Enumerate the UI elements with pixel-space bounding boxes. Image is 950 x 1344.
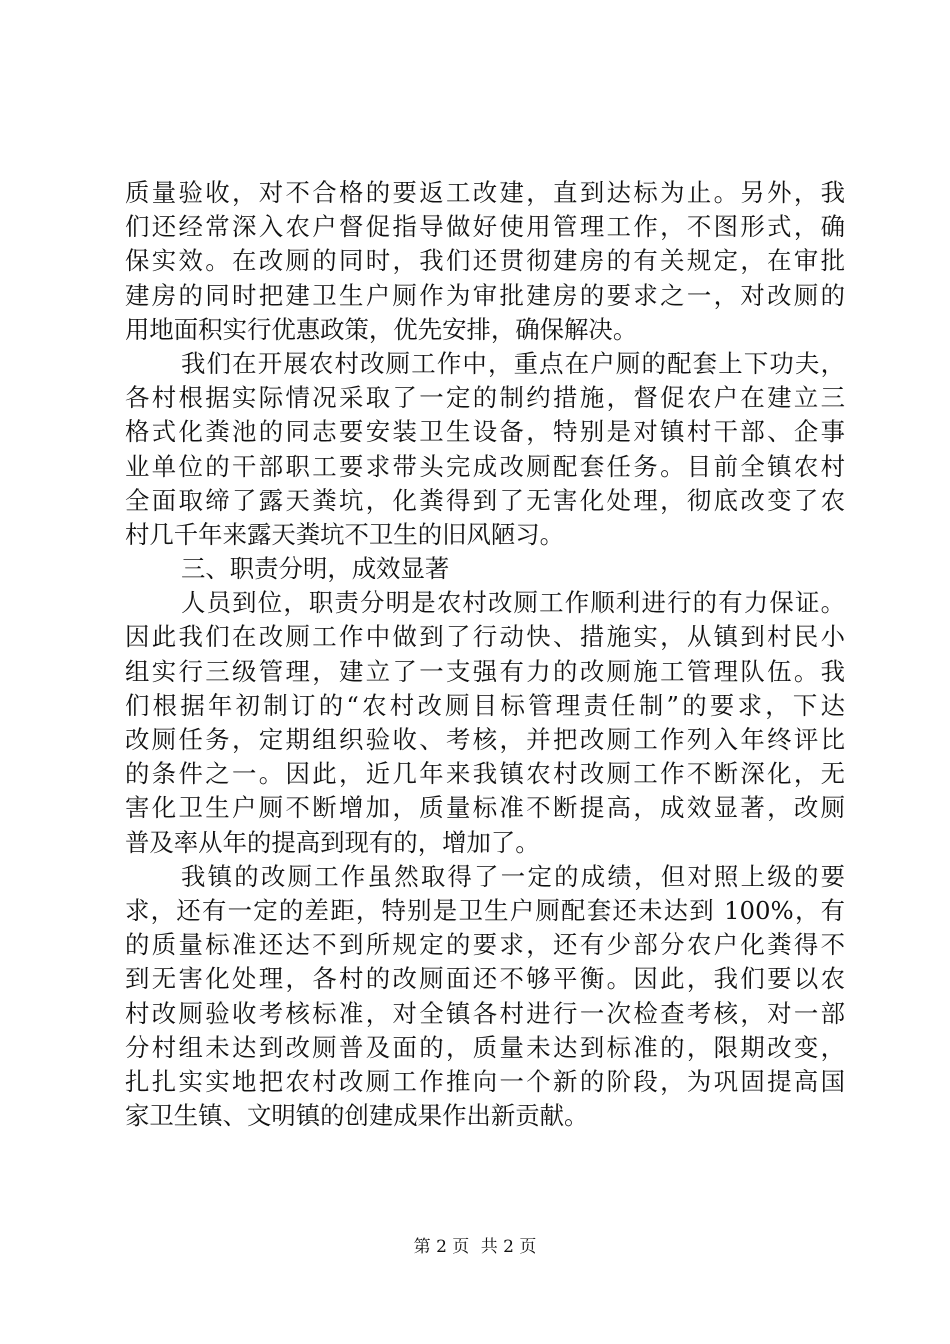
page-total: 共 2 页 (480, 1237, 537, 1257)
text-line: 求，还有一定的差距，特别是卫生户厕配套还未达到 100%，有 (125, 895, 845, 925)
text-line: 因此我们在改厕工作中做到了行动快、措施实，从镇到村民小 (125, 622, 845, 652)
text-line: 建房的同时把建卫生户厕作为审批建房的要求之一，对改厕的 (125, 280, 845, 310)
text-line: 人员到位，职责分明是农村改厕工作顺利进行的有力保证。 (181, 588, 845, 618)
text-line: 质量验收，对不合格的要返工改建，直到达标为止。另外，我 (125, 178, 845, 207)
text-line: 我镇的改厕工作虽然取得了一定的成绩，但对照上级的要 (181, 861, 845, 891)
text-line: 们还经常深入农户督促指导做好使用管理工作，不图形式，确 (125, 212, 845, 242)
text-line: 到无害化处理，各村的改厕面还不够平衡。因此，我们要以农 (125, 964, 845, 994)
text-line: 村改厕验收考核标准，对全镇各村进行一次检查考核，对一部 (125, 998, 845, 1028)
text-line: 的质量标准还达不到所规定的要求，还有少部分农户化粪得不 (125, 930, 845, 960)
text-line: 业单位的干部职工要求带头完成改厕配套任务。目前全镇农村 (125, 451, 845, 481)
document-body (125, 176, 845, 1133)
text-line: 分村组未达到改厕普及面的，质量未达到标准的，限期改变， (125, 1032, 845, 1062)
text-line: 村几千年来露天粪坑不卫生的旧风陋习。 (125, 519, 565, 549)
text-line: 全面取缔了露天粪坑，化粪得到了无害化处理，彻底改变了农 (125, 485, 845, 515)
text-line: 各村根据实际情况采取了一定的制约措施，督促农户在建立三 (125, 383, 845, 413)
text-line: 扎扎实实地把农村改厕工作推向一个新的阶段，为巩固提高国 (125, 1066, 845, 1096)
text-line: 普及率从年的提高到现有的，增加了。 (125, 827, 540, 857)
text-line: 的条件之一。因此，近几年来我镇农村改厕工作不断深化，无 (125, 759, 845, 789)
text-line: 用地面积实行优惠政策，优先安排，确保解决。 (125, 314, 638, 344)
page-number: 第 2 页 (413, 1237, 470, 1257)
text-line: 们根据年初制订的“农村改厕目标管理责任制”的要求，下达 (125, 690, 845, 720)
text-line: 组实行三级管理，建立了一支强有力的改厕施工管理队伍。我 (125, 656, 845, 686)
page-footer (0, 1236, 950, 1258)
section-heading: 三、职责分明，成效显著 (181, 554, 450, 584)
text-line: 改厕任务，定期组织验收、考核，并把改厕工作列入年终评比 (125, 725, 845, 754)
text-line: 家卫生镇、文明镇的创建成果作出新贡献。 (125, 1101, 589, 1131)
text-line: 害化卫生户厕不断增加，质量标准不断提高，成效显著，改厕 (125, 793, 845, 823)
text-line: 格式化粪池的同志要安装卫生设备，特别是对镇村干部、企事 (125, 417, 845, 447)
text-line: 我们在开展农村改厕工作中，重点在户厕的配套上下功夫， (181, 348, 845, 378)
text-line: 保实效。在改厕的同时，我们还贯彻建房的有关规定，在审批 (125, 246, 845, 276)
